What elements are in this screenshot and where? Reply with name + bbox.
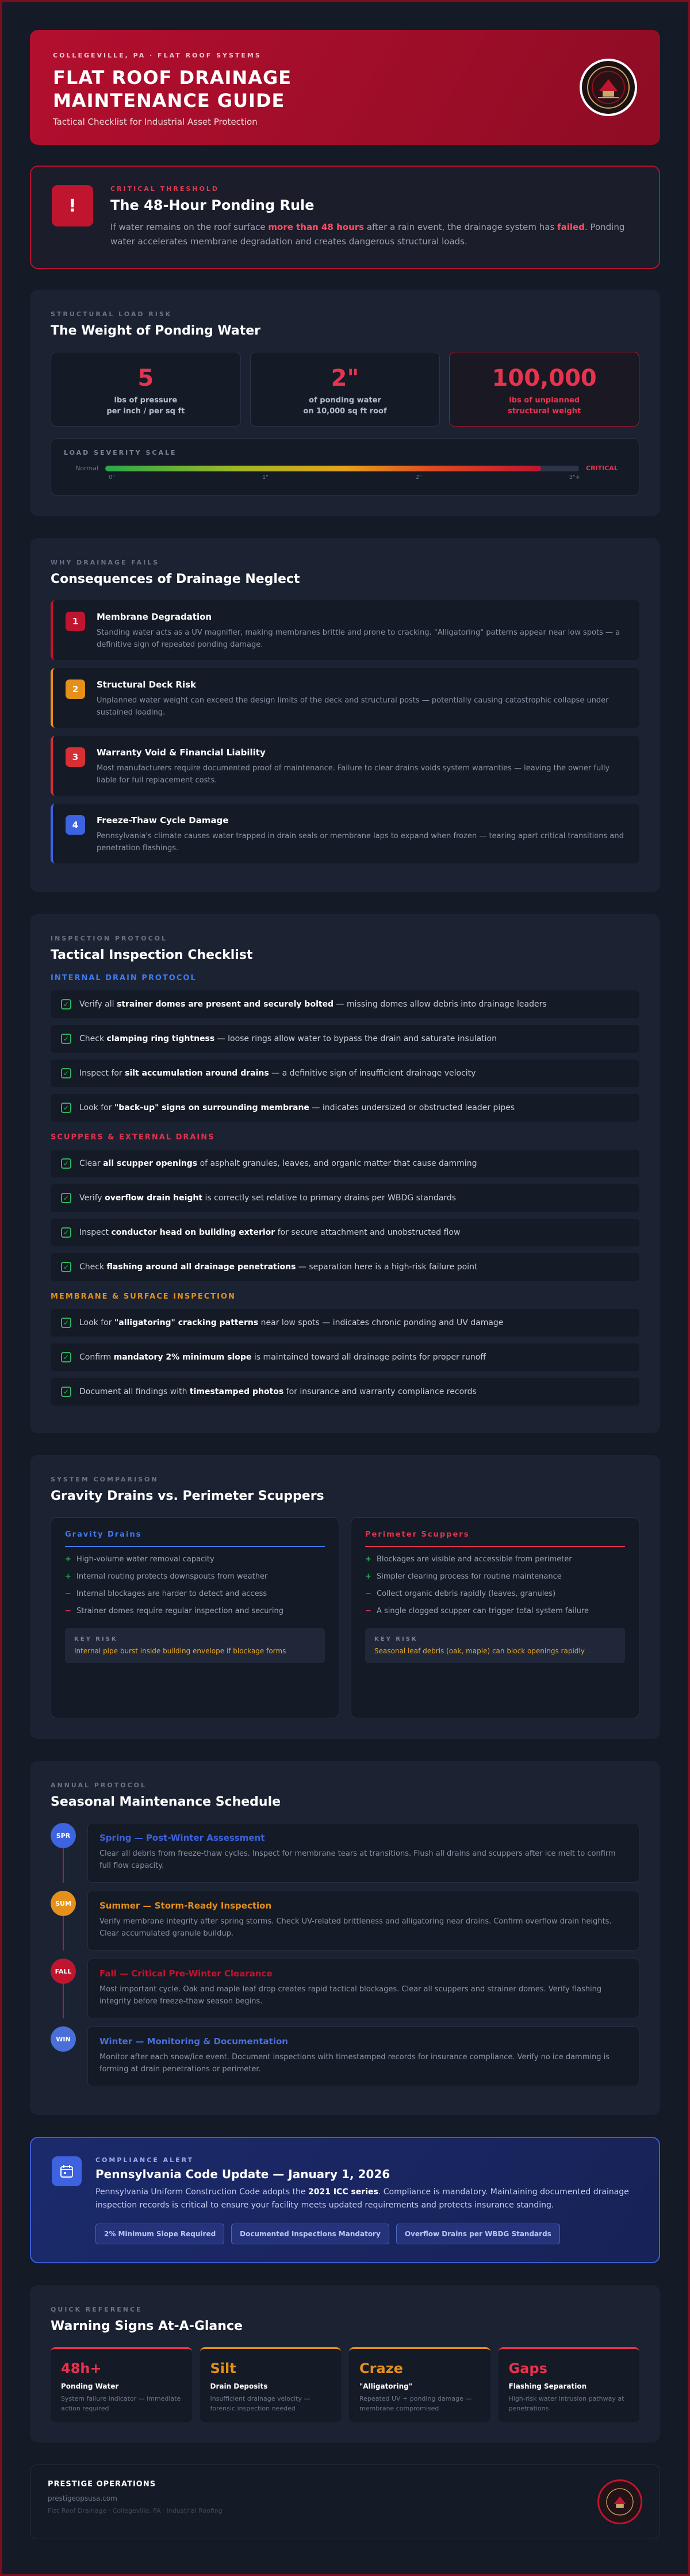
key-risk-box [65, 1628, 325, 1663]
consequence-number: 1 [66, 612, 85, 631]
consequence-text: Standing water acts as a UV magnifier, making membranes brittle and prone to cracking. "Alligatoring" patterns appear near low spots — a definitive sign of repeated ponding damage. [97, 628, 620, 649]
schedule-title: Spring — Post-Winter Assessment [99, 1833, 265, 1843]
scale-normal-label: Normal [75, 464, 98, 472]
checkbox-icon[interactable]: ✓ [61, 1318, 71, 1328]
scale-tick: 1" [262, 474, 269, 481]
checkbox-icon[interactable]: ✓ [61, 999, 71, 1009]
pro-con-item [65, 1555, 325, 1564]
stat-card [250, 352, 440, 427]
section-eyebrow: ANNUAL PROTOCOL [51, 1782, 147, 1789]
checkbox-icon[interactable]: ✓ [61, 1352, 71, 1362]
pro-con-text: Blockages are visible and accessible from perimeter [377, 1555, 572, 1564]
footer [30, 2464, 660, 2539]
hero-subtitle: Tactical Checklist for Industrial Asset Protection [53, 117, 258, 127]
alert-eyebrow: CRITICAL THRESHOLD [110, 185, 219, 193]
checklist-text: Verify overflow drain height is correctly set relative to primary drains per WBDG standards [79, 1193, 457, 1203]
footer-tagline: Flat Roof Drainage · Collegeville, PA · Industrial Roofing [48, 2507, 223, 2514]
section-eyebrow: SYSTEM COMPARISON [51, 1476, 159, 1483]
section-title: Tactical Inspection Checklist [51, 948, 253, 962]
pro-con-text: Simpler clearing process for routine maintenance [377, 1572, 562, 1581]
schedule-title: Fall — Critical Pre-Winter Clearance [99, 1968, 273, 1979]
checkbox-icon[interactable]: ✓ [61, 1103, 71, 1113]
weight-section [30, 290, 660, 516]
schedule-item [51, 1823, 639, 1883]
minus-icon: − [65, 1590, 71, 1598]
warning-title: Ponding Water [61, 2382, 119, 2390]
section-eyebrow: INSPECTION PROTOCOL [51, 935, 168, 942]
section-eyebrow: QUICK REFERENCE [51, 2306, 143, 2313]
scale-ticks [109, 474, 580, 481]
pro-con-item [365, 1555, 625, 1564]
pro-con-text: Collect organic debris rapidly (leaves, granules) [377, 1590, 556, 1598]
consequence-number: 3 [66, 747, 85, 767]
checkbox-icon[interactable]: ✓ [61, 1262, 71, 1272]
consequence-text: Pennsylvania's climate causes water trapped in drain seals or membrane laps to expand when frozen — tearing apart critical transitions and penetration flashings. [97, 832, 624, 853]
checklist-item[interactable] [51, 1150, 639, 1177]
checklist-section [30, 914, 660, 1433]
stat-label: lbs of unplanned structural weight [508, 396, 581, 416]
consequence-title: Membrane Degradation [97, 612, 212, 622]
schedule-title: Winter — Monitoring & Documentation [99, 2036, 288, 2047]
checklist-text: Confirm mandatory 2% minimum slope is maintained toward all drainage points for proper runoff [79, 1353, 486, 1362]
checklist-text: Clear all scupper openings of asphalt granules, leaves, and organic matter that cause damming [79, 1159, 477, 1168]
consequence-item [51, 668, 639, 728]
stat-card [449, 352, 639, 427]
consequence-item [51, 736, 639, 796]
minus-icon: − [65, 1607, 71, 1615]
pro-con-item [365, 1607, 625, 1615]
schedule-title: Summer — Storm-Ready Inspection [99, 1901, 272, 1911]
minus-icon: − [365, 1607, 371, 1615]
footer-brand: PRESTIGE OPERATIONS [48, 2480, 156, 2489]
page-title [53, 66, 637, 112]
severity-bar-fill [105, 466, 541, 471]
warning-signs-section [30, 2285, 660, 2443]
column-heading: Gravity Drains [65, 1530, 325, 1547]
warning-card [51, 2347, 192, 2422]
load-severity-scale [51, 438, 639, 496]
checklist-item[interactable] [51, 1219, 639, 1246]
checkbox-icon[interactable]: ✓ [61, 1158, 71, 1169]
warning-title: Drain Deposits [210, 2382, 268, 2390]
season-badge: WIN [51, 2026, 76, 2052]
stat-number: 2" [331, 365, 359, 391]
warning-headline: Silt [210, 2360, 236, 2377]
severity-bar [105, 466, 579, 471]
company-logo-icon [580, 59, 637, 116]
compliance-pill: Overflow Drains per WBDG Standards [396, 2224, 560, 2244]
consequence-item [51, 600, 639, 660]
pro-con-item [365, 1590, 625, 1598]
schedule-section [30, 1761, 660, 2115]
consequence-title: Warranty Void & Financial Liability [97, 747, 266, 758]
timeline-connector [63, 1848, 64, 1883]
compliance-pill: 2% Minimum Slope Required [95, 2224, 224, 2244]
checklist-item[interactable] [51, 1184, 639, 1212]
scale-title: LOAD SEVERITY SCALE [64, 449, 177, 456]
pro-con-text: A single clogged scupper can trigger total system failure [377, 1607, 589, 1615]
checklist-item[interactable] [51, 1253, 639, 1281]
checkbox-icon[interactable]: ✓ [61, 1068, 71, 1078]
consequence-number: 4 [66, 815, 85, 835]
key-risk-text: Internal pipe burst inside building envelope if blockage forms [74, 1647, 286, 1655]
perimeter-scuppers-column [351, 1517, 639, 1718]
consequence-text: Most manufacturers require documented proof of maintenance. Failure to clear drains voids system warranties — leaving the owner fully liable for full replacement costs. [97, 764, 610, 785]
season-badge: FALL [51, 1959, 76, 1984]
title-line-2: MAINTENANCE GUIDE [53, 90, 285, 112]
compliance-pill: Documented Inspections Mandatory [231, 2224, 389, 2244]
column-heading: Perimeter Scuppers [365, 1530, 625, 1547]
checklist-item[interactable] [51, 991, 639, 1018]
checklist-text: Look for "back-up" signs on surrounding membrane — indicates undersized or obstructed leader pipes [79, 1103, 515, 1112]
compliance-title: Pennsylvania Code Update — January 1, 2026 [95, 2167, 390, 2181]
checklist-text: Document all findings with timestamped photos for insurance and warranty compliance records [79, 1387, 477, 1396]
section-title: Consequences of Drainage Neglect [51, 572, 300, 586]
checkbox-icon[interactable]: ✓ [61, 1034, 71, 1044]
plus-icon: + [65, 1555, 71, 1564]
schedule-text: Monitor after each snow/ice event. Document inspections with timestamped records for insurance compliance. Verify no ice damming is forming at drain penetrations or perimeter. [99, 2053, 610, 2074]
section-title: Warning Signs At-A-Glance [51, 2319, 243, 2333]
compliance-text: Pennsylvania Uniform Construction Code adopts the 2021 ICC series. Compliance is mandatory. Maintaining documented drainage inspection records is critical to ensure your facility meets updated requirements and protects insurance standing. [95, 2187, 629, 2210]
stat-card [51, 352, 241, 427]
pro-con-text: Internal blockages are harder to detect and access [76, 1590, 267, 1598]
pro-con-item [65, 1590, 325, 1598]
stat-label: of ponding water on 10,000 sq ft roof [303, 396, 387, 416]
checklist-text: Look for "alligatoring" cracking patterns near low spots — indicates chronic ponding and UV damage [79, 1318, 504, 1327]
checklist-group-heading: INTERNAL DRAIN PROTOCOL [51, 974, 197, 982]
footer-logo-icon [597, 2479, 642, 2524]
warning-card [349, 2347, 490, 2422]
stat-number: 5 [137, 365, 154, 391]
season-badge: SPR [51, 1823, 76, 1848]
checklist-group-heading: MEMBRANE & SURFACE INSPECTION [51, 1292, 236, 1301]
warning-headline: Gaps [508, 2360, 547, 2377]
warning-card [499, 2347, 640, 2422]
checklist-item[interactable] [51, 1309, 639, 1337]
ponding-rule-alert [30, 166, 660, 269]
plus-icon: + [65, 1572, 71, 1581]
title-line-1: FLAT ROOF DRAINAGE [53, 67, 292, 89]
season-badge: SUM [51, 1891, 76, 1916]
section-title: The Weight of Ponding Water [51, 324, 260, 338]
consequence-text: Unplanned water weight can exceed the design limits of the deck and structural posts — potentially causing catastrophic collapse under sustained loading. [97, 696, 609, 717]
checklist-item[interactable] [51, 1059, 639, 1087]
minus-icon: − [365, 1590, 371, 1598]
warning-desc: System failure indicator — immediate action required [61, 2395, 181, 2412]
checkbox-icon[interactable]: ✓ [61, 1387, 71, 1397]
footer-website-link[interactable]: prestigeopsusa.com [48, 2494, 117, 2502]
hero-eyebrow: COLLEGEVILLE, PA · FLAT ROOF SYSTEMS [53, 52, 262, 59]
pro-con-item [65, 1607, 325, 1615]
alert-text: If water remains on the roof surface more than 48 hours after a rain event, the drainage system has failed. Ponding water accelerates membrane degradation and creates dangerous structural loads. [110, 222, 625, 247]
gravity-drains-column [51, 1517, 339, 1718]
warning-headline: 48h+ [61, 2360, 102, 2377]
checklist-text: Verify all strainer domes are present and securely bolted — missing domes allow debris into drainage leaders [79, 1000, 547, 1009]
pro-con-item [65, 1572, 325, 1581]
pro-con-text: High-volume water removal capacity [76, 1555, 214, 1564]
consequence-item [51, 804, 639, 863]
checklist-text: Inspect for silt accumulation around drains — a definitive sign of insufficient drainage velocity [79, 1069, 476, 1078]
schedule-item [51, 1891, 639, 1951]
checklist-group-heading: SCUPPERS & EXTERNAL DRAINS [51, 1133, 215, 1142]
consequence-number: 2 [66, 679, 85, 699]
timeline-connector [63, 1984, 64, 2018]
warning-desc: Repeated UV + ponding damage — membrane compromised [359, 2395, 472, 2412]
stat-label: lbs of pressure per inch / per sq ft [106, 396, 185, 416]
section-title: Seasonal Maintenance Schedule [51, 1795, 281, 1809]
warning-title: "Alligatoring" [359, 2382, 412, 2390]
section-eyebrow: STRUCTURAL LOAD RISK [51, 310, 172, 318]
plus-icon: + [365, 1572, 371, 1581]
hero-banner [30, 30, 660, 145]
compliance-eyebrow: COMPLIANCE ALERT [95, 2156, 194, 2164]
key-risk-text: Seasonal leaf debris (oak, maple) can block openings rapidly [374, 1647, 585, 1655]
alert-title: The 48-Hour Ponding Rule [110, 197, 315, 213]
consequence-title: Structural Deck Risk [97, 679, 196, 690]
warning-title: Flashing Separation [508, 2382, 587, 2390]
schedule-text: Verify membrane integrity after spring storms. Check UV-related brittleness and alligatoring near drains. Confirm overflow drain heights. Clear accumulated granule buildup. [99, 1917, 612, 1938]
comparison-section [30, 1455, 660, 1739]
checklist-text: Inspect conductor head on building exterior for secure attachment and unobstructed flow [79, 1228, 461, 1237]
schedule-item [51, 2026, 639, 2086]
warning-headline: Craze [359, 2360, 403, 2377]
compliance-alert [30, 2137, 660, 2263]
key-risk-label: KEY RISK [74, 1636, 118, 1642]
schedule-item [51, 1959, 639, 2018]
timeline-connector [63, 1916, 64, 1951]
checklist-text: Check flashing around all drainage penetrations — separation here is a high-risk failure point [79, 1262, 478, 1272]
checklist-text: Check clamping ring tightness — loose rings allow water to bypass the drain and saturate insulation [79, 1034, 497, 1043]
warning-card [200, 2347, 342, 2422]
warning-desc: High-risk water intrusion pathway at penetrations [508, 2395, 624, 2412]
checklist-item[interactable] [51, 1094, 639, 1122]
scale-tick: 0" [109, 474, 115, 481]
scale-critical-label: CRITICAL [586, 464, 618, 472]
section-title: Gravity Drains vs. Perimeter Scuppers [51, 1489, 324, 1503]
stats-row [51, 352, 639, 427]
scale-tick: 2" [415, 474, 422, 481]
alert-icon: ! [52, 185, 93, 226]
checklist-item[interactable] [51, 1025, 639, 1053]
pro-con-item [365, 1572, 625, 1581]
checkbox-icon[interactable]: ✓ [61, 1227, 71, 1238]
scale-tick: 3"+ [569, 474, 580, 481]
warning-desc: Insufficient drainage velocity — forensic inspection needed [210, 2395, 310, 2412]
section-eyebrow: WHY DRAINAGE FAILS [51, 559, 160, 566]
calendar-icon [52, 2156, 82, 2186]
pro-con-text: Internal routing protects downspouts from weather [76, 1572, 268, 1581]
checkbox-icon[interactable]: ✓ [61, 1193, 71, 1203]
key-risk-label: KEY RISK [374, 1636, 418, 1642]
key-risk-box [365, 1628, 625, 1663]
plus-icon: + [365, 1555, 371, 1564]
stat-number: 100,000 [492, 365, 597, 391]
consequences-section [30, 538, 660, 892]
consequence-title: Freeze-Thaw Cycle Damage [97, 815, 229, 826]
schedule-text: Clear all debris from freeze-thaw cycles. Inspect for membrane tears at transitions. Flush all drains and scuppers after ice melt to confirm full flow capacity. [99, 1849, 616, 1870]
checklist-item[interactable] [51, 1378, 639, 1406]
schedule-text: Most important cycle. Oak and maple leaf drop creates rapid tactical blockages. Clear all scuppers and strainer domes. Verify flashing integrity before freeze-thaw season begins. [99, 1985, 602, 2006]
pro-con-text: Strainer domes require regular inspection and securing [76, 1607, 283, 1615]
checklist-item[interactable] [51, 1343, 639, 1371]
